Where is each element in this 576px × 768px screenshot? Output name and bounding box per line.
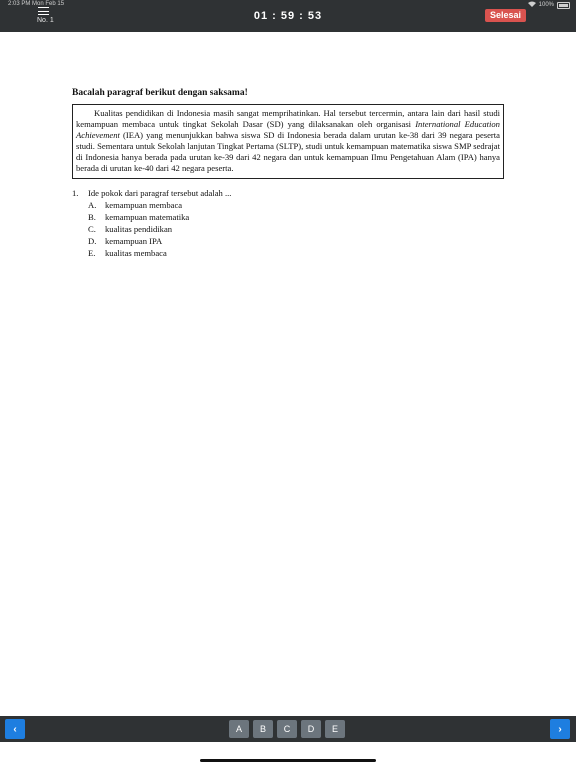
option-text: kualitas pendidikan	[105, 223, 173, 234]
option-text: kemampuan membaca	[105, 199, 183, 210]
chevron-left-icon: ‹	[13, 723, 17, 735]
next-button[interactable]	[550, 719, 570, 739]
option-text: kualitas membaca	[105, 247, 167, 258]
top-bar	[0, 0, 576, 32]
option-d[interactable]	[88, 235, 504, 247]
option-e[interactable]	[88, 247, 504, 259]
battery-percent: 100%	[538, 2, 554, 8]
question-text: Ide pokok dari paragraf tersebut adalah ...	[88, 187, 232, 198]
status-date: Mon Feb 15	[32, 1, 65, 7]
answer-button-a[interactable]: A	[229, 720, 249, 738]
battery-icon	[557, 2, 570, 9]
answer-button-e[interactable]: E	[325, 720, 345, 738]
option-c[interactable]	[88, 223, 504, 235]
home-indicator[interactable]	[200, 759, 376, 762]
passage-text-2: (IEA) yang menunjukkan bahwa siswa SD di Indonesia berada dalam urutan ke-38 dari 39 negara peserta studi. Sementara untuk Sekolah lanjutan Tingkat Pertama (SLTP), studi untuk kemampuan matematika siswa SMP sedrajat di Indonesia hanya berada pada urutan ke-39 dari 42 negara dan untuk kemampuan Ilmu Pengetahuan Alam (IPA) hanya berada di urutan ke-40 dari 42 negara peserta.	[76, 130, 500, 174]
previous-button[interactable]	[5, 719, 25, 739]
option-label: A.	[88, 199, 97, 210]
status-indicators	[528, 1, 570, 9]
option-text: kemampuan IPA	[105, 235, 163, 246]
question-content	[72, 88, 504, 259]
answer-buttons	[229, 720, 345, 738]
chevron-right-icon: ›	[558, 723, 562, 735]
option-label: B.	[88, 211, 96, 222]
status-time	[8, 1, 64, 7]
wifi-icon	[528, 1, 536, 9]
question-block	[72, 187, 504, 259]
answer-button-c[interactable]: C	[277, 720, 297, 738]
status-clock: 2:03 PM	[8, 1, 31, 7]
question-number: 1.	[72, 187, 79, 198]
countdown-timer: 01 : 59 : 53	[253, 10, 323, 22]
answer-options	[88, 199, 504, 259]
answer-button-b[interactable]: B	[253, 720, 273, 738]
question-number-label: No. 1	[37, 17, 54, 24]
option-b[interactable]	[88, 211, 504, 223]
option-label: D.	[88, 235, 97, 246]
passage-italic-text: International Education Achievement	[76, 119, 500, 141]
option-text: kemampuan matematika	[105, 211, 190, 222]
passage-text-1: Kualitas pendidikan di Indonesia masih sangat memprihatinkan. Hal tersebut tercermin, antara lain dari hasil studi kemampuan membaca untuk tingkat Sekolah Dasar (SD) yang dilaksanakan oleh organisasi	[76, 108, 500, 130]
question-stem	[72, 187, 504, 199]
option-label: C.	[88, 223, 96, 234]
option-a[interactable]	[88, 199, 504, 211]
instruction-text: Bacalah paragraf berikut dengan saksama!	[72, 88, 248, 98]
option-label: E.	[88, 247, 96, 258]
finish-button[interactable]: Selesai	[485, 9, 526, 22]
reading-passage	[72, 104, 504, 179]
answer-button-d[interactable]: D	[301, 720, 321, 738]
bottom-navigation	[0, 716, 576, 742]
